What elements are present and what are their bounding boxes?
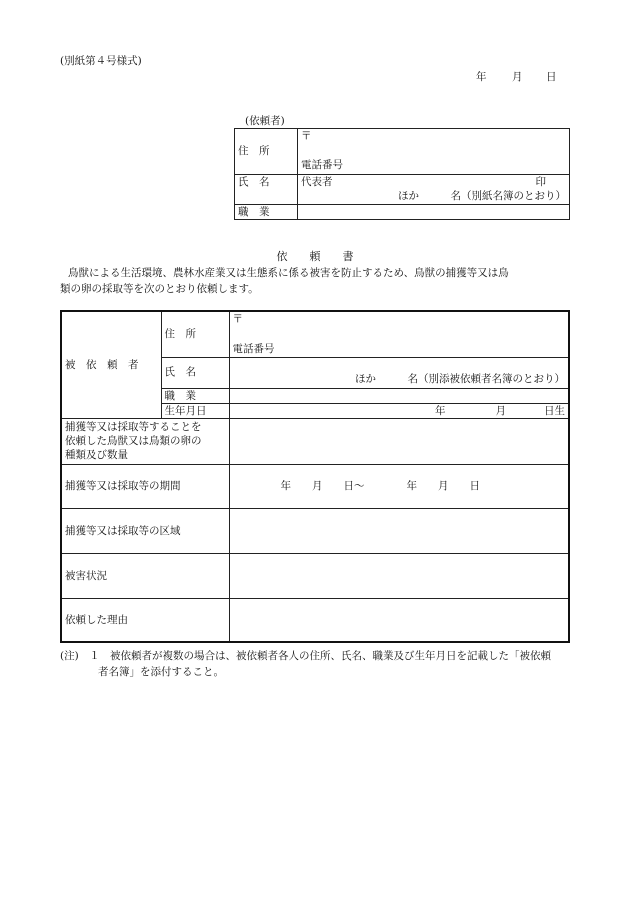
species-field[interactable]	[229, 418, 569, 464]
birth-day-label: 日生	[544, 404, 565, 417]
requestee-others-text: ほか 名（別添被依頼者名簿のとおり）	[355, 372, 565, 385]
damage-label: 被害状況	[61, 553, 229, 598]
reason-label: 依頼した理由	[61, 598, 229, 642]
date-month-label: 月	[512, 71, 523, 83]
intro-line-1: 鳥獣による生活環境、農林水産業又は生態系に係る被害を防止するため、鳥獣の捕獲等又は鳥	[68, 267, 509, 279]
requestee-occupation-label: 職 業	[161, 388, 229, 403]
period-field[interactable]	[229, 464, 569, 508]
requestee-occupation-field[interactable]	[229, 388, 569, 403]
species-label-line-1: 捕獲等又は採取等することを	[65, 420, 202, 433]
requestee-birthdate-label: 生年月日	[161, 403, 229, 418]
requestee-name-field[interactable]	[229, 357, 569, 388]
birth-year-label: 年	[435, 404, 446, 417]
requester-occupation-field[interactable]	[298, 205, 570, 220]
requestee-address-field[interactable]	[229, 311, 569, 357]
requestee-postal-mark: 〒	[232, 313, 243, 325]
requester-occupation-label: 職 業	[235, 205, 298, 220]
requester-name-field[interactable]	[298, 175, 570, 205]
requestee-address-label: 住 所	[161, 311, 229, 357]
requestee-birthdate-field[interactable]	[229, 403, 569, 418]
requestee-phone-label: 電話番号	[232, 343, 275, 355]
damage-field[interactable]	[229, 553, 569, 598]
note-prefix: (注) １	[60, 650, 100, 662]
requester-postal-mark: 〒	[301, 130, 312, 142]
date-day-label: 日	[546, 71, 557, 83]
birth-month-label: 月	[495, 404, 506, 417]
requester-others-text: ほか 名（別紙名簿のとおり）	[398, 190, 566, 203]
requestee-name-label: 氏 名	[161, 357, 229, 388]
seal-mark: 印	[535, 176, 546, 188]
form-number: (別紙第４号様式)	[60, 55, 142, 67]
requestee-label: 被 依 頼 者	[61, 311, 161, 418]
species-label-line-2: 依頼した鳥獣又は鳥類の卵の	[65, 435, 202, 448]
period-value: 年 月 日～ 年 月 日	[280, 480, 480, 493]
requester-name-label: 氏 名	[235, 175, 298, 205]
requester-heading: (依頼者)	[245, 115, 285, 127]
reason-field[interactable]	[229, 598, 569, 642]
area-field[interactable]	[229, 508, 569, 553]
intro-line-2: 類の卵の採取等を次のとおり依頼します。	[60, 283, 259, 295]
note-line-2: 者名簿」を添付すること。	[98, 666, 224, 678]
representative-label: 代表者	[301, 176, 333, 188]
requester-address-field[interactable]	[298, 129, 570, 175]
document-title: 依 頼 書	[276, 250, 354, 263]
area-label: 捕獲等又は採取等の区域	[61, 508, 229, 553]
date-year-label: 年	[476, 71, 487, 83]
main-table	[60, 310, 570, 643]
note-line-1: 被依頼者が複数の場合は、被依頼者各人の住所、氏名、職業及び生年月日を記載した「被依頼	[110, 650, 551, 662]
species-label	[61, 418, 229, 464]
period-label: 捕獲等又は採取等の期間	[61, 464, 229, 508]
requester-table	[234, 128, 570, 220]
requester-address-label: 住 所	[235, 129, 298, 175]
requester-phone-label: 電話番号	[301, 159, 343, 171]
species-label-line-3: 種類及び数量	[65, 449, 128, 462]
